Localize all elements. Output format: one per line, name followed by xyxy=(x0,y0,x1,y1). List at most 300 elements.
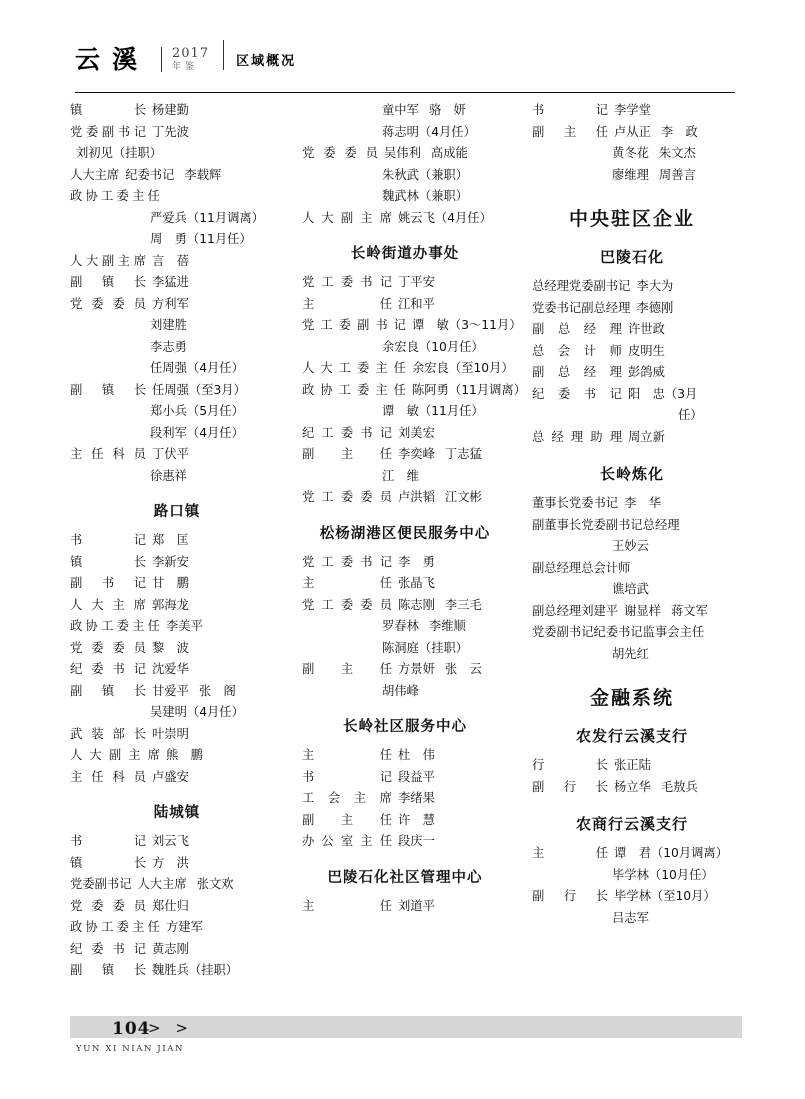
header-rule xyxy=(75,92,735,93)
entry-value xyxy=(412,380,526,402)
entry-value xyxy=(398,552,435,574)
entry-value-item: 谢显样 xyxy=(624,603,661,618)
entry-value xyxy=(382,466,419,488)
entry-value xyxy=(166,616,203,638)
entry-row xyxy=(70,724,284,746)
entry-value-item: 丁先波 xyxy=(152,124,189,139)
entry-row xyxy=(70,358,284,380)
entry-value-item: 李学堂 xyxy=(614,103,651,117)
header-divider xyxy=(223,40,224,70)
entry-value-item: 丁志猛 xyxy=(444,447,482,461)
entry-label: 办 公 室 主 任 xyxy=(302,834,392,848)
page-number: 104 xyxy=(112,1019,151,1039)
entry-label: 副 主 任 xyxy=(302,812,392,827)
entry-value xyxy=(152,960,238,982)
entry-row xyxy=(302,466,508,488)
entry-value-item: 李 华 xyxy=(624,496,661,510)
column-3 xyxy=(518,100,742,982)
entry-value-item: 段益平 xyxy=(398,769,435,784)
entry-label: 党 委 委 员 xyxy=(70,898,146,913)
entry-value-item: 刘云飞 xyxy=(152,834,189,848)
entry-label: 副总经理总会计师 xyxy=(532,560,631,575)
entry-row xyxy=(302,401,508,423)
entry-label: 党 委 副 书 记 xyxy=(70,124,146,139)
entry-value-item: 许 慧 xyxy=(398,812,435,827)
entry-value-item: 任周强（至3月） xyxy=(152,382,246,397)
entry-row xyxy=(70,444,284,466)
entry-row xyxy=(302,595,508,617)
entry-group-songyang xyxy=(302,552,508,703)
entry-label: 党 委 委 员 xyxy=(70,640,146,655)
entry-label: 纪 委 书 记 xyxy=(70,662,146,676)
entry-value xyxy=(412,358,514,380)
entry-label: 政 协 工 委 主 任 xyxy=(302,382,406,397)
entry-value-item: 郭海龙 xyxy=(152,597,189,612)
entry-value-item: 纪委书记 xyxy=(125,167,175,182)
heading-changling-office: 长岭街道办事处 xyxy=(350,246,460,262)
entry-label: 副 主 任 xyxy=(302,662,392,676)
entry-value xyxy=(398,659,482,681)
entry-value xyxy=(382,616,466,638)
entry-label: 董事长党委书记 xyxy=(532,496,619,510)
entry-value-item: 江 维 xyxy=(382,468,419,483)
entry-row xyxy=(302,810,508,832)
entry-value xyxy=(612,143,696,165)
entry-value xyxy=(150,358,244,380)
entry-row xyxy=(532,493,732,515)
entry-label: 总 会 计 师 xyxy=(532,343,622,358)
entry-row xyxy=(70,552,284,574)
heading-songyang: 松杨湖港区便民服务中心 xyxy=(319,525,491,542)
entry-value xyxy=(412,315,522,337)
entry-row xyxy=(532,622,732,644)
entry-value-item: 刘美宏 xyxy=(398,425,435,440)
entry-row xyxy=(302,444,508,466)
entry-label: 镇 长 xyxy=(70,554,146,569)
entry-value xyxy=(152,100,189,122)
entry-label: 纪 委 书 记 xyxy=(70,941,146,956)
entry-value-item: 段利军（4月任） xyxy=(150,425,244,440)
entry-row xyxy=(70,401,284,423)
entry-value-item: 李绪果 xyxy=(398,791,435,805)
entry-row xyxy=(532,384,732,406)
entry-value-item: 杨立华 xyxy=(614,779,651,794)
entry-row xyxy=(302,745,508,767)
entry-label: 党 工 委 书 记 xyxy=(302,554,392,569)
entry-value-item: 刘建胜 xyxy=(150,318,187,332)
entry-value xyxy=(614,843,728,865)
entry-row xyxy=(302,272,508,294)
entry-group-nfh xyxy=(532,755,732,798)
entry-row xyxy=(70,702,284,724)
entry-value-item: 丁平安 xyxy=(398,275,435,289)
entry-value xyxy=(398,444,482,466)
entry-row xyxy=(532,405,732,427)
entry-row xyxy=(70,831,284,853)
entry-row xyxy=(532,843,732,865)
entry-label: 副 行 长 xyxy=(532,779,608,794)
entry-value-item: 罗春林 xyxy=(382,619,419,633)
entry-value-item: 蒋文军 xyxy=(671,603,708,618)
entry-row xyxy=(302,294,508,316)
entry-group-changlinglh xyxy=(532,493,732,665)
entry-value-item: 卢盛安 xyxy=(152,769,189,784)
entry-value-item: 黄志刚 xyxy=(152,941,189,956)
entry-row xyxy=(70,681,284,703)
entry-row xyxy=(302,380,527,402)
entry-row xyxy=(70,767,284,789)
entry-value xyxy=(152,896,189,918)
section-title: 区域概况 xyxy=(236,54,297,69)
entry-label: 总 经 理 助 理 xyxy=(532,429,622,444)
entry-row xyxy=(70,294,284,316)
entry-value-item: 陈洞庭（挂职） xyxy=(382,640,469,655)
entry-value-item: 魏胜兵（挂职） xyxy=(152,963,239,977)
entry-label: 人大主席 xyxy=(70,167,120,182)
entry-label: 政 协 工 委 主 任 xyxy=(70,189,160,203)
entry-value xyxy=(166,745,203,767)
entry-value-item: 谯培武 xyxy=(612,582,649,596)
entry-label: 政 协 工 委 主 任 xyxy=(70,920,160,934)
entry-value-item: 许世政 xyxy=(628,322,665,336)
entry-row xyxy=(70,186,284,208)
entry-row xyxy=(532,276,732,298)
entry-value-item: 任周强（4月任） xyxy=(150,361,244,375)
entry-row xyxy=(532,298,732,320)
entry-value xyxy=(152,939,189,961)
entry-value-item: 黄冬花 xyxy=(612,146,649,160)
entry-label: 副 镇 长 xyxy=(70,275,146,289)
entry-row xyxy=(70,122,284,144)
entry-value xyxy=(382,100,466,122)
entry-value xyxy=(628,384,697,406)
entry-value xyxy=(678,405,703,427)
entry-value-item: 朱文杰 xyxy=(658,146,696,160)
entry-row xyxy=(532,558,732,580)
entry-group-lucheng xyxy=(70,831,284,982)
entry-row xyxy=(70,874,284,896)
entry-label: 副 行 长 xyxy=(532,889,608,903)
entry-row xyxy=(70,208,284,230)
entry-value xyxy=(166,917,203,939)
entry-row xyxy=(70,530,284,552)
entry-row xyxy=(532,143,732,165)
entry-row xyxy=(532,601,732,623)
entry-value-item: 毕学林（10月任） xyxy=(612,867,714,882)
entry-value xyxy=(636,298,673,320)
entry-row xyxy=(532,908,732,930)
entry-label: 人 大 主 席 xyxy=(70,597,146,612)
entry-value-item: 郑 匡 xyxy=(152,533,189,547)
entry-row xyxy=(70,638,284,660)
entry-label: 党 工 委 委 员 xyxy=(302,597,392,612)
entry-value-item: 张正陆 xyxy=(614,758,651,772)
entry-group-nsh xyxy=(532,843,732,929)
entry-value-item: 丁伏平 xyxy=(152,447,189,461)
entry-value xyxy=(398,810,435,832)
entry-value xyxy=(150,702,244,724)
heading-baling-petrochemical: 巴陵石化 xyxy=(599,248,664,266)
entry-value xyxy=(152,294,189,316)
entry-label: 主 任 科 员 xyxy=(70,447,146,461)
entry-value xyxy=(152,444,189,466)
entry-value xyxy=(125,165,221,187)
entry-value-item: 魏武林（兼职） xyxy=(382,189,469,203)
entry-label: 党委副书记 xyxy=(70,877,132,891)
entry-label: 副 主 任 xyxy=(302,447,392,461)
entry-label: 书 记 xyxy=(302,769,392,784)
entry-row xyxy=(532,319,732,341)
entry-group-c2-top xyxy=(302,100,508,229)
entry-value-item: 人大主席 xyxy=(137,877,187,891)
entry-row xyxy=(302,208,508,230)
entry-row xyxy=(302,573,508,595)
entry-value xyxy=(152,552,189,574)
entry-value xyxy=(624,601,708,623)
entry-value xyxy=(612,579,649,601)
entry-label: 人 大 副 主 席 xyxy=(70,748,160,762)
entry-row xyxy=(70,229,284,251)
entry-row xyxy=(532,644,732,666)
entry-value xyxy=(152,681,236,703)
entry-value xyxy=(398,272,435,294)
masthead xyxy=(75,40,735,72)
footer-arrows-icon: > > xyxy=(148,1019,193,1037)
entry-value-item: 张 阁 xyxy=(198,683,236,698)
entry-label: 党 工 委 书 记 xyxy=(302,275,392,289)
entry-value-item: 周立新 xyxy=(628,429,665,444)
heading-lucheng: 陆城镇 xyxy=(153,805,201,821)
entry-value xyxy=(382,186,468,208)
entry-value xyxy=(152,831,189,853)
heading-central-enterprises: 中央驻区企业 xyxy=(568,208,695,230)
entry-row xyxy=(302,659,508,681)
entry-row xyxy=(532,777,732,799)
entry-row xyxy=(70,272,284,294)
entry-group-c3-top xyxy=(532,100,732,186)
entry-value xyxy=(628,319,665,341)
entry-row xyxy=(70,573,284,595)
entry-row xyxy=(532,165,732,187)
entry-value xyxy=(152,530,189,552)
entry-value-item: 蒋志明（4月任） xyxy=(382,124,476,139)
entry-label: 政 协 工 委 主 任 xyxy=(70,619,160,633)
entry-value xyxy=(612,865,714,887)
entry-value xyxy=(398,423,435,445)
entry-value-item: 李三毛 xyxy=(444,597,482,612)
entry-value xyxy=(398,767,435,789)
entry-value-item: 廖维理 xyxy=(612,167,649,182)
entry-value xyxy=(398,595,482,617)
entry-row xyxy=(302,122,508,144)
entry-label: 工 会 主 席 xyxy=(302,791,392,805)
entry-row xyxy=(70,595,284,617)
entry-value-item: 江文彬 xyxy=(444,490,482,504)
entry-value-item: 骆 妍 xyxy=(428,103,466,117)
entry-value-item: 卢洪韬 xyxy=(398,490,435,504)
entry-label: 副 总 经 理 xyxy=(532,365,622,379)
entry-value-item: 杜 伟 xyxy=(398,748,435,762)
entry-value-item: 叶崇明 xyxy=(152,726,189,741)
entry-value xyxy=(612,536,649,558)
entry-value xyxy=(398,487,482,509)
entry-row xyxy=(302,552,508,574)
entry-group-baling xyxy=(532,276,732,448)
entry-value-item: 李新安 xyxy=(152,554,189,569)
entry-value-item: 皮明生 xyxy=(628,343,665,358)
entry-value xyxy=(612,165,696,187)
entry-row xyxy=(70,659,284,681)
entry-row xyxy=(70,896,284,918)
entry-label: 党 工 委 委 员 xyxy=(302,490,392,504)
entry-value xyxy=(612,644,649,666)
entry-value xyxy=(152,380,246,402)
entry-value-item: 李维顺 xyxy=(428,619,466,633)
entry-row xyxy=(70,423,284,445)
entry-value xyxy=(382,122,476,144)
entry-label: 书 记 xyxy=(70,533,146,547)
entry-row xyxy=(302,143,508,165)
entry-row xyxy=(70,143,284,165)
entry-label: 人 大 工 委 主 任 xyxy=(302,361,406,375)
entry-value-item: 熊 鹏 xyxy=(166,748,203,762)
entry-group-lukou xyxy=(70,530,284,788)
entry-value xyxy=(150,423,244,445)
entry-label: 副 镇 长 xyxy=(70,683,146,698)
entry-row xyxy=(302,315,522,337)
entry-row xyxy=(302,616,508,638)
entry-row xyxy=(532,579,732,601)
entry-row xyxy=(532,515,732,537)
entry-row xyxy=(532,362,732,384)
entry-value xyxy=(152,272,189,294)
entry-value-item: 吕志军 xyxy=(612,910,649,925)
yearbook-year-block xyxy=(161,47,223,72)
entry-value-item: 刘初见（挂职） xyxy=(76,146,163,160)
heading-rcb-yunxi: 农商行云溪支行 xyxy=(575,815,688,833)
entry-row xyxy=(302,487,508,509)
entry-value xyxy=(614,777,698,799)
entry-value xyxy=(398,745,435,767)
entry-value-item: 王妙云 xyxy=(612,539,649,553)
entry-value xyxy=(382,681,419,703)
entry-value-item: 周 勇（11月任） xyxy=(150,232,252,246)
entry-label: 书 记 xyxy=(70,834,146,848)
yearbook-logo: 云溪 xyxy=(75,45,150,74)
entry-value-item: 余宏良（10月任） xyxy=(382,339,484,354)
entry-row xyxy=(532,536,732,558)
entry-row xyxy=(70,337,284,359)
entry-label: 副 镇 长 xyxy=(70,963,146,977)
entry-row xyxy=(70,165,284,187)
entry-row xyxy=(532,755,732,777)
entry-value-item: 李大为 xyxy=(636,279,674,293)
entry-value-item: 江和平 xyxy=(398,296,435,311)
entry-row xyxy=(302,638,508,660)
entry-value xyxy=(150,315,187,337)
entry-value-item: 徐惠祥 xyxy=(150,468,187,483)
entry-value xyxy=(384,143,468,165)
entry-label: 副 主 任 xyxy=(532,124,608,139)
entry-value-item: 杨建勤 xyxy=(152,103,189,117)
entry-value xyxy=(614,755,651,777)
entry-value xyxy=(398,788,435,810)
entry-value-item: 段庆一 xyxy=(398,834,435,848)
entry-row xyxy=(70,100,284,122)
entry-label: 纪 工 委 书 记 xyxy=(302,425,392,440)
entry-value xyxy=(150,229,252,251)
entry-label: 党 委 委 员 xyxy=(70,296,146,311)
entry-row xyxy=(302,896,508,918)
entry-label: 人 大 副 主 席 xyxy=(302,210,392,225)
entry-value xyxy=(398,831,435,853)
entry-value xyxy=(614,100,651,122)
entry-row xyxy=(532,122,732,144)
entry-value xyxy=(612,908,649,930)
entry-row xyxy=(302,831,508,853)
entry-row xyxy=(532,341,732,363)
entry-value xyxy=(398,208,492,230)
entry-value xyxy=(150,337,187,359)
entry-row xyxy=(302,186,508,208)
entry-value-item: 甘 鹏 xyxy=(152,576,189,590)
entry-value xyxy=(150,401,244,423)
entry-value-item: 谭 君（10月调离） xyxy=(614,846,729,860)
column-2 xyxy=(294,100,527,982)
entry-value xyxy=(628,362,665,384)
entry-label: 副 书 记 xyxy=(70,576,146,590)
entry-value-item: 毛敖兵 xyxy=(660,779,698,794)
yearbook-year: 2017 xyxy=(172,45,210,61)
entry-row xyxy=(70,466,284,488)
entry-value-item: 谭 敏（3～11月） xyxy=(412,318,522,332)
entry-row xyxy=(70,939,284,961)
entry-value xyxy=(150,208,264,230)
entry-value-item: 李美平 xyxy=(166,619,203,633)
yearbook-subtitle: 年鉴 xyxy=(172,61,199,72)
entry-value xyxy=(152,573,189,595)
entry-value-item: 方景妍 xyxy=(398,662,435,676)
entry-row xyxy=(70,251,284,273)
entry-value-item: 郑仕归 xyxy=(152,898,189,913)
entry-label: 镇 长 xyxy=(70,103,146,117)
entry-value xyxy=(152,724,189,746)
entry-group-changling xyxy=(302,272,527,509)
entry-value xyxy=(382,165,468,187)
entry-value-item: 余宏良（至10月） xyxy=(412,361,514,375)
entry-label: 党委书记副总经理 xyxy=(532,300,631,315)
entry-row xyxy=(70,616,284,638)
entry-label: 主 任 xyxy=(302,748,392,762)
entry-value xyxy=(152,251,189,273)
entry-value xyxy=(398,573,435,595)
entry-label: 行 长 xyxy=(532,758,608,772)
entry-row xyxy=(302,165,508,187)
entry-row xyxy=(302,100,508,122)
entry-value-item: 方利军 xyxy=(152,296,189,311)
entry-label: 党 工 委 副 书 记 xyxy=(302,318,406,332)
entry-value-item: 方 洪 xyxy=(152,855,189,870)
entry-row xyxy=(302,423,508,445)
entry-value-item: 吴伟利 xyxy=(384,146,421,160)
entry-value-item: 胡先红 xyxy=(612,646,649,661)
entry-row xyxy=(532,886,732,908)
entry-value-item: 甘爱平 xyxy=(152,683,189,698)
entry-row xyxy=(532,427,732,449)
entry-label: 总经理党委副书记 xyxy=(532,279,631,293)
entry-value xyxy=(138,874,234,896)
entry-value-item: 高成能 xyxy=(430,146,468,160)
